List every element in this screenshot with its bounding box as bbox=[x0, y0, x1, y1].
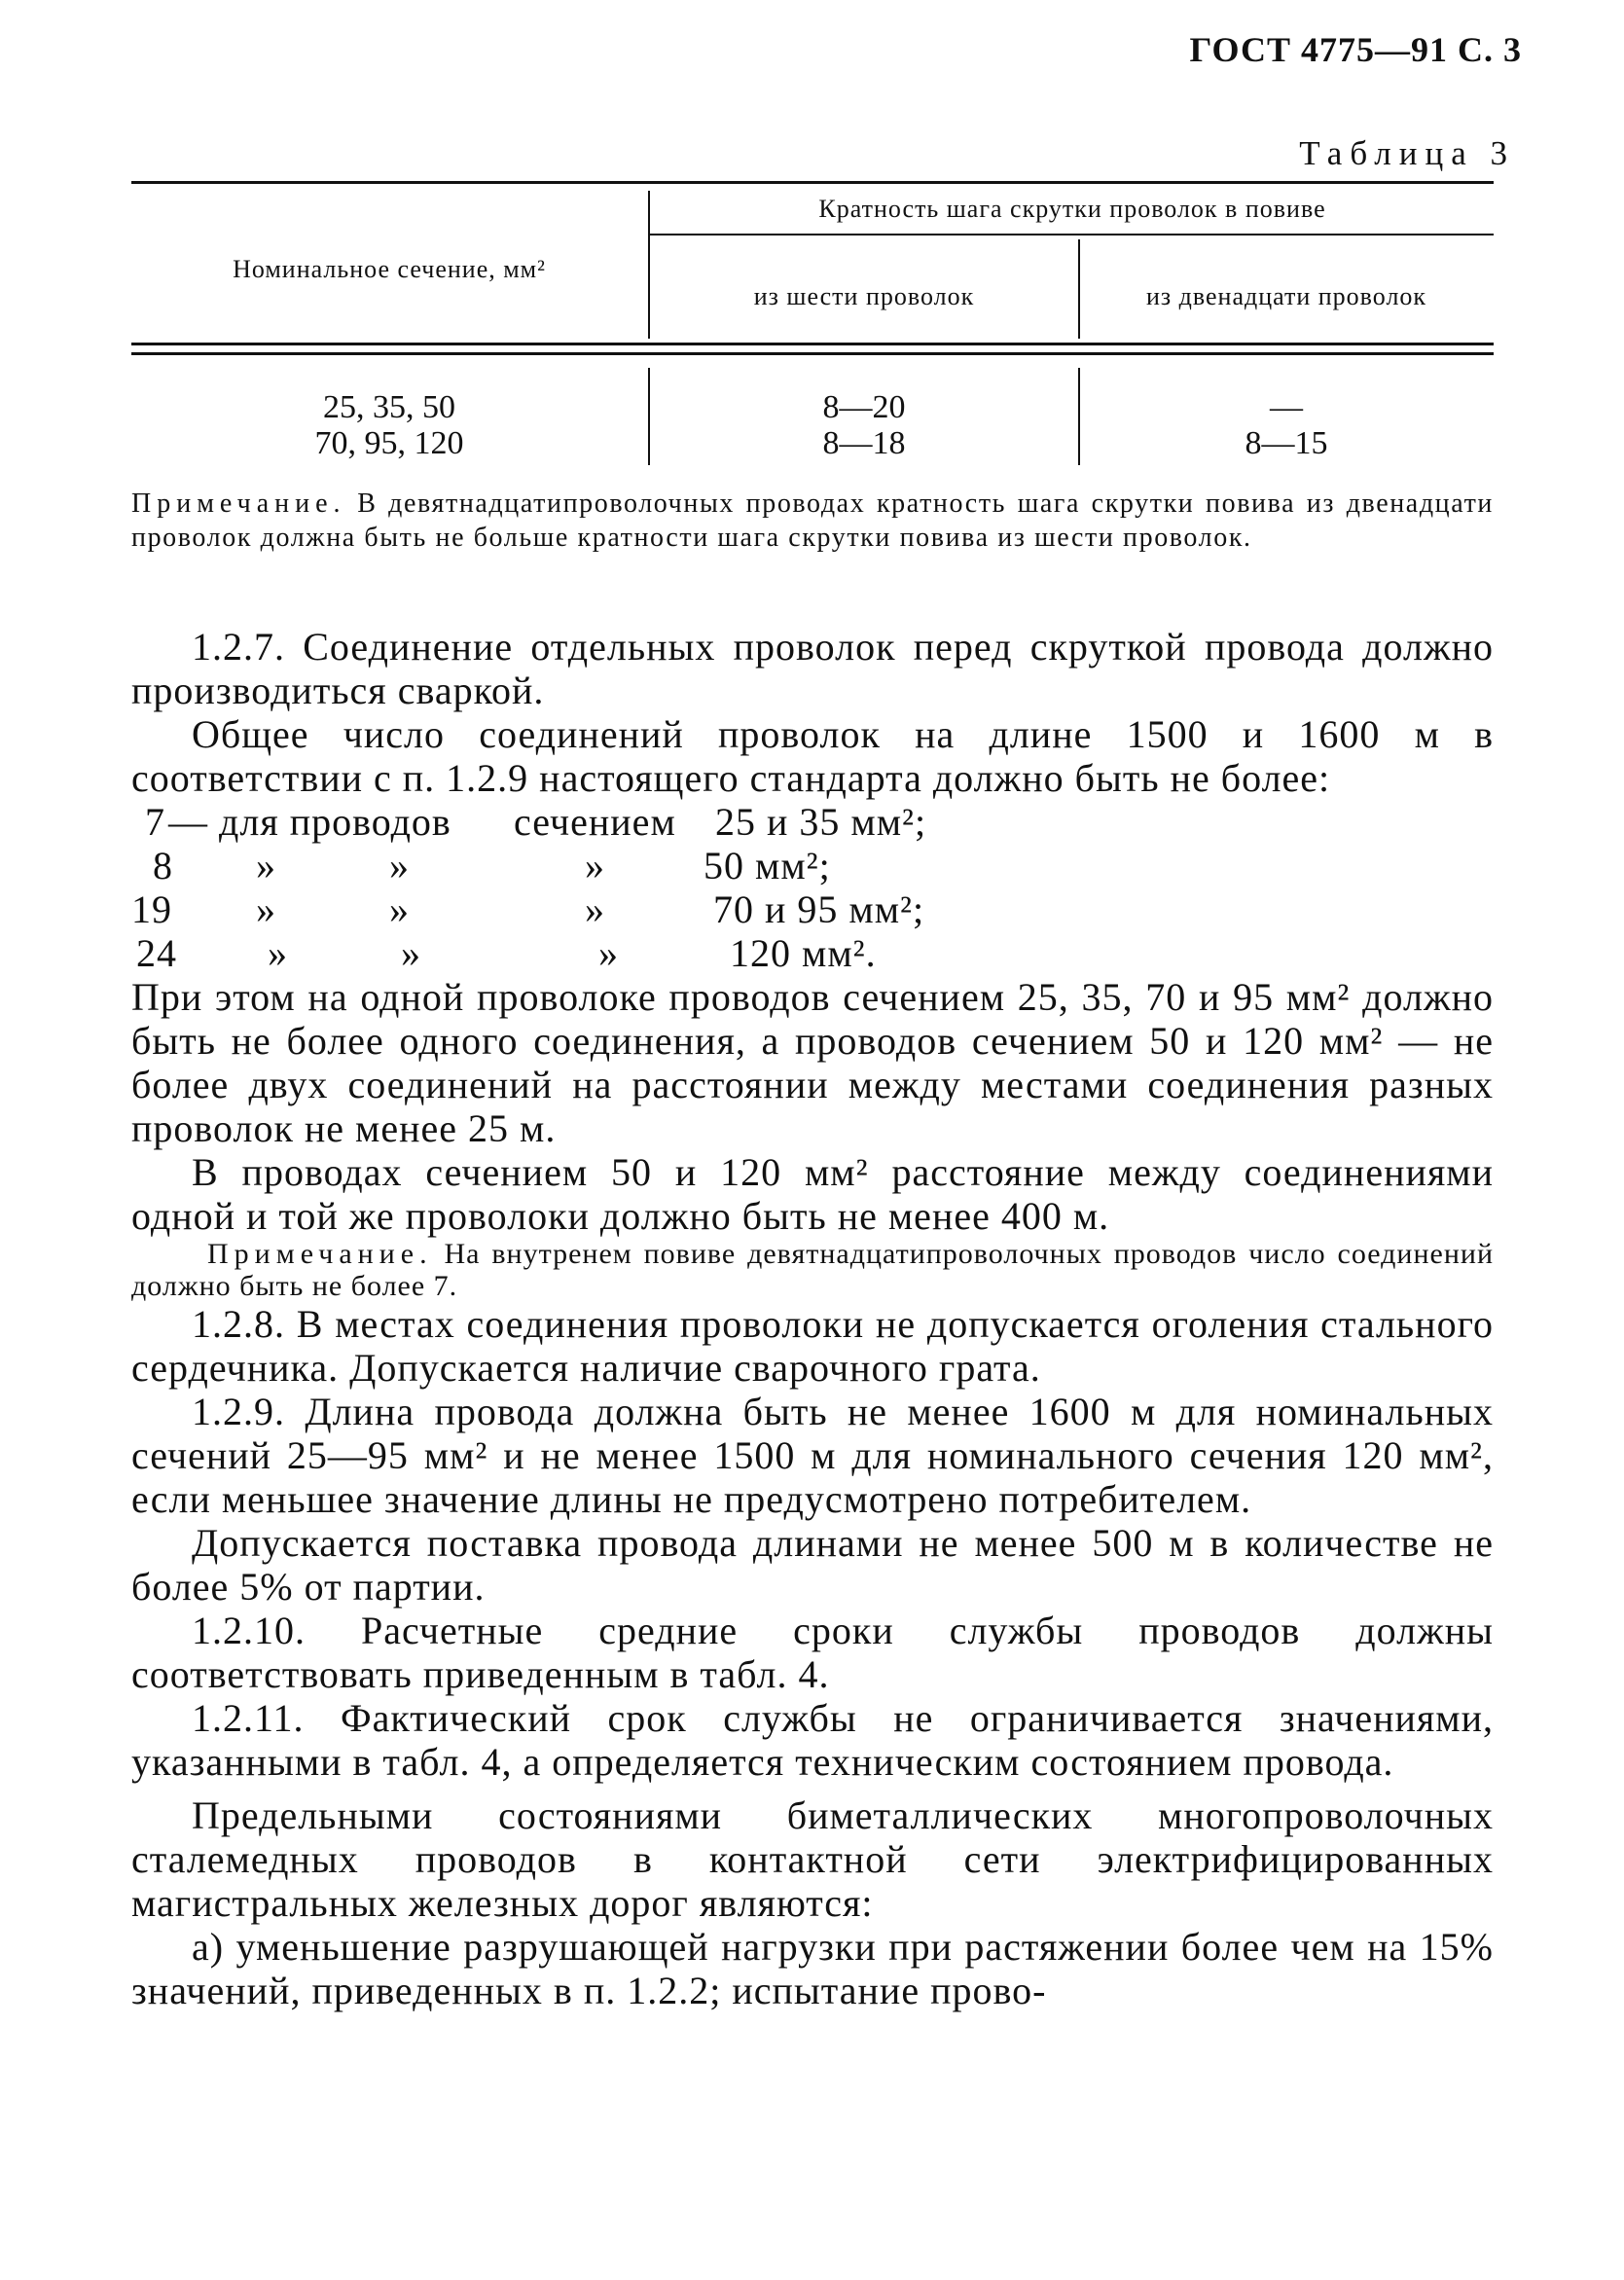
joint-note-label: Примечание. bbox=[207, 1238, 433, 1270]
list-item-ditto: » bbox=[256, 887, 276, 931]
clause-1-2-11-item-a: а) уменьшение разрушающей нагрузки при растяжении более чем на 15% значений, приведенных в п. 1.2.2; испытание прово- bbox=[131, 1925, 1494, 2012]
clause-1-2-10: 1.2.10. Расчетные средние сроки службы проводов должны соответствовать приведенным в табл. 4. bbox=[131, 1609, 1494, 1696]
list-item-value: 120 мм². bbox=[730, 931, 877, 975]
table-note-text: В девятнадцатипроволочных проводах кратность шага скрутки повива из двенадцати проволок должна быть не больше кратности шага скрутки повива из шести проволок. bbox=[131, 489, 1494, 553]
table-header-rule-2 bbox=[131, 352, 1494, 355]
list-item-text: — для проводов bbox=[168, 800, 451, 844]
document-body bbox=[131, 625, 1494, 2012]
clause-1-2-7-distance: В проводах сечением 50 и 120 мм² расстояние между соединениями одной и той же проволоки должно быть не менее 400 м. bbox=[131, 1150, 1494, 1238]
list-item bbox=[131, 931, 1494, 975]
list-item-num: 24 bbox=[136, 931, 177, 975]
list-item bbox=[131, 887, 1494, 931]
table-row-2-six: 8—18 bbox=[822, 425, 906, 461]
clause-1-2-11-limit-states: Предельными состояниями биметаллических многопроволочных сталемедных проводов в контактной сети электрифицированных магистральных железных дорог являются: bbox=[131, 1793, 1494, 1925]
clause-1-2-11: 1.2.11. Фактический срок службы не ограничивается значениями, указанными в табл. 4, а определяется техническим состоянием провода. bbox=[131, 1696, 1494, 1784]
page-header-code: ГОСТ 4775—91 С. 3 bbox=[1189, 30, 1522, 69]
list-item-value: 50 мм²; bbox=[704, 844, 831, 887]
list-item-value: 70 и 95 мм²; bbox=[713, 887, 925, 931]
table-row-2-twelve: 8—15 bbox=[1245, 425, 1328, 461]
list-item-ditto: » bbox=[598, 931, 619, 975]
clause-1-2-9: 1.2.9. Длина провода должна быть не менее 1600 м для номинальных сечений 25—95 мм² и не менее 1500 м для номинального сечения 120 мм², если меньшее значение длины не предусмотрено потребителем. bbox=[131, 1390, 1494, 1521]
joint-note bbox=[131, 1238, 1494, 1302]
list-item-ditto: » bbox=[401, 931, 421, 975]
table-caption: Таблица 3 bbox=[1299, 134, 1515, 172]
list-item bbox=[131, 800, 1494, 844]
list-item-ditto: » bbox=[268, 931, 288, 975]
col-header-six-wires: из шести проволок bbox=[753, 282, 975, 310]
list-item-text: сечением bbox=[514, 800, 676, 844]
list-item-ditto: » bbox=[389, 887, 410, 931]
list-item-ditto: » bbox=[389, 844, 410, 887]
table-row-1-six: 8—20 bbox=[822, 389, 906, 425]
clause-1-2-9-delivery: Допускается поставка провода длинами не менее 500 м в количестве не более 5% от партии. bbox=[131, 1521, 1494, 1609]
list-item-num: 8 bbox=[153, 844, 173, 887]
table-divider-2-body bbox=[1078, 368, 1080, 465]
table-row-2-section: 70, 95, 120 bbox=[314, 425, 464, 461]
col-header-section: Номинальное сечение, мм² bbox=[233, 255, 546, 283]
table-header-rule-1 bbox=[131, 343, 1494, 345]
list-item-ditto: » bbox=[585, 887, 605, 931]
list-item bbox=[131, 844, 1494, 887]
group-header-twist-ratio: Кратность шага скрутки проволок в повиве bbox=[818, 195, 1326, 223]
table-3 bbox=[0, 0, 1624, 506]
clause-1-2-7: 1.2.7. Соединение отдельных проволок перед скруткой провода должно производиться сваркой. bbox=[131, 625, 1494, 712]
table-note bbox=[131, 487, 1494, 555]
list-item-num: 7 bbox=[145, 800, 165, 844]
table-divider-1-body bbox=[648, 368, 650, 465]
table-row-1-twelve: — bbox=[1270, 389, 1303, 425]
table-row-1-section: 25, 35, 50 bbox=[323, 389, 455, 425]
list-item-value: 25 и 35 мм²; bbox=[715, 800, 927, 844]
joint-note-text: На внутренем повиве девятнадцатипроволочных проводов число соединений должно быть не более 7. bbox=[131, 1238, 1494, 1302]
table-top-rule bbox=[131, 181, 1494, 184]
col-header-twelve-wires: из двенадцати проволок bbox=[1145, 282, 1427, 310]
joint-count-list bbox=[131, 800, 1494, 975]
table-group-rule bbox=[650, 234, 1494, 235]
list-item-ditto: » bbox=[256, 844, 276, 887]
clause-1-2-8: 1.2.8. В местах соединения проволоки не допускается оголения стального сердечника. Допускается наличие сварочного грата. bbox=[131, 1302, 1494, 1390]
table-note-label: Примечание. bbox=[131, 489, 346, 519]
clause-1-2-7-count: Общее число соединений проволок на длине 1500 и 1600 м в соответствии с п. 1.2.9 настоящего стандарта должно быть не более: bbox=[131, 712, 1494, 800]
list-item-ditto: » bbox=[585, 844, 605, 887]
list-item-num: 19 bbox=[131, 887, 172, 931]
table-divider-2-header bbox=[1078, 239, 1080, 339]
clause-1-2-7-single-joint: При этом на одной проволоке проводов сечением 25, 35, 70 и 95 мм² должно быть не более одного соединения, а проводов сечением 50 и 120 мм² — не более двух соединений на расстоянии между местами соединения разных проволок не менее 25 м. bbox=[131, 975, 1494, 1150]
table-divider-1-header bbox=[648, 191, 650, 339]
